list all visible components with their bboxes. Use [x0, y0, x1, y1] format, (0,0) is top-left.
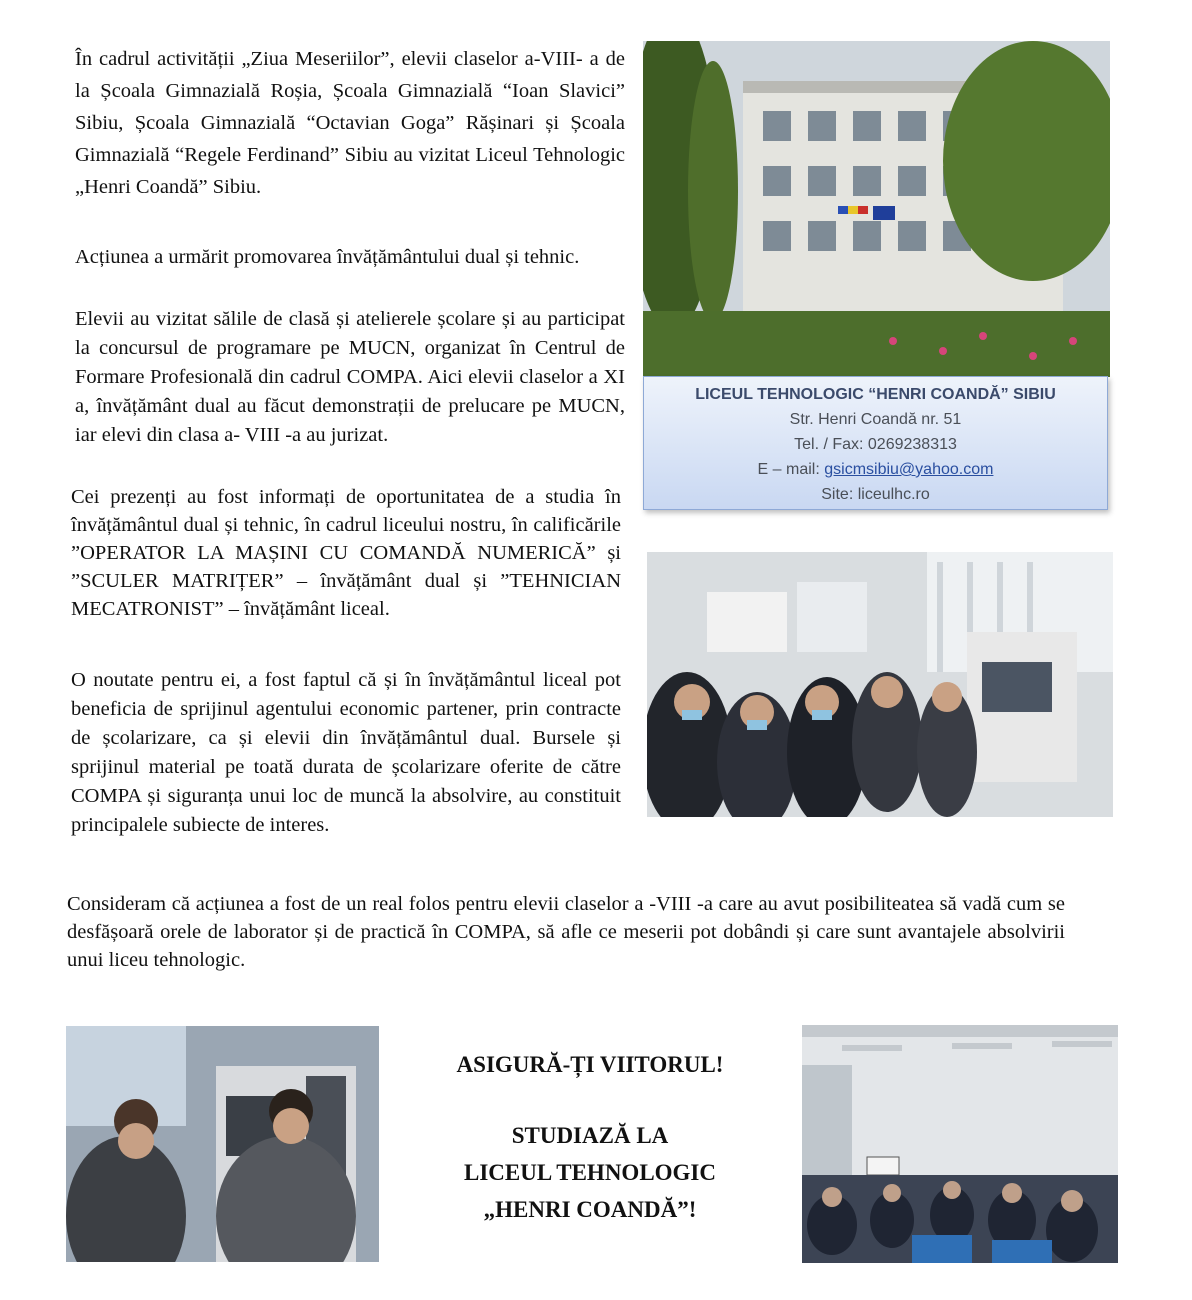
paragraph-qualifications: Cei prezenți au fost informați de oportunitatea de a studia în învățământul dual și tehnic, în cadrul liceului nostru, în calificările ”OPERATOR LA MAȘINI CU COMANDĂ NUMERICĂ” și ”SCULER MATRIȚER” – învățământ dual și ”TEHNICIAN MECATRONIST” – învățământ liceal.	[71, 486, 621, 620]
email-prefix: E – mail:	[757, 461, 825, 478]
slogan-line-2: STUDIAZĂ LA	[511, 1123, 669, 1148]
email-link[interactable]: gsicmsibiu@yahoo.com	[824, 461, 994, 478]
school-building-photo	[643, 41, 1110, 377]
slogan-line-1: ASIGURĂ-ȚI VIITORUL!	[456, 1052, 724, 1077]
paragraph-purpose: Acțiunea a urmărit promovarea învățământului dual și tehnic.	[75, 246, 580, 268]
slogan-line-4: „HENRI COANDĂ”!	[483, 1197, 697, 1222]
school-site: Site: liceulhc.ro	[821, 486, 930, 503]
school-email-line	[644, 457, 1107, 482]
lab-visit-photo	[647, 552, 1113, 817]
slogan-line-3: LICEUL TEHNOLOGIC	[463, 1160, 716, 1185]
cnc-machine-photo	[66, 1026, 379, 1262]
school-phone: Tel. / Fax: 0269238313	[794, 436, 957, 453]
paragraph-intro: În cadrul activității „Ziua Meseriilor”, elevii claselor a-VIII- a de la Școala Gimnazială Roșia, Școala Gimnazială “Ioan Slavici” Sibiu, Școala Gimnazială “Octavian Goga” Rășinari și Școala Gimnazială “Regele Ferdinand” Sibiu au vizitat Liceul Tehnologic „Henri Coandă” Sibiu.	[75, 48, 625, 198]
paragraph-conclusion: Consideram că acțiunea a fost de un real folos pentru elevii claselor a -VIII -a care au avut posibiliteatea să vadă cum se desfășoară orele de laborator și de practică în COMPA, să afle ce meserii pot dobândi și care sunt avantajele absolvirii unui liceu tehnologic.	[67, 893, 1065, 971]
classroom-photo	[802, 1025, 1118, 1263]
paragraph-novelty: O noutate pentru ei, a fost faptul că și în învățământul liceal pot beneficia de sprijinul agentului economic partener, prin contracte de școlarizare, ca și elevii din învățământul dual. Bursele și sprijinul material pe toată durata de școlarizare oferite de către COMPA și siguranța unui loc de muncă la absolvire, au constituit principalele subiecte de interes.	[71, 669, 621, 836]
contact-box	[643, 376, 1108, 510]
school-name: LICEUL TEHNOLOGIC “HENRI COANDĂ” SIBIU	[695, 386, 1056, 403]
slogan	[400, 1046, 780, 1228]
paragraph-visit: Elevii au vizitat sălile de clasă și atelierele școlare și au participat la concursul de programare pe MUCN, organizat în Centrul de Formare Profesională din cadrul COMPA. Aici elevii claselor a XI a, învățământ dual au făcut demonstrații de prelucare pe MUCN, iar elevi din clasa a- VIII -a au jurizat.	[75, 308, 625, 446]
school-address: Str. Henri Coandă nr. 51	[789, 411, 962, 428]
